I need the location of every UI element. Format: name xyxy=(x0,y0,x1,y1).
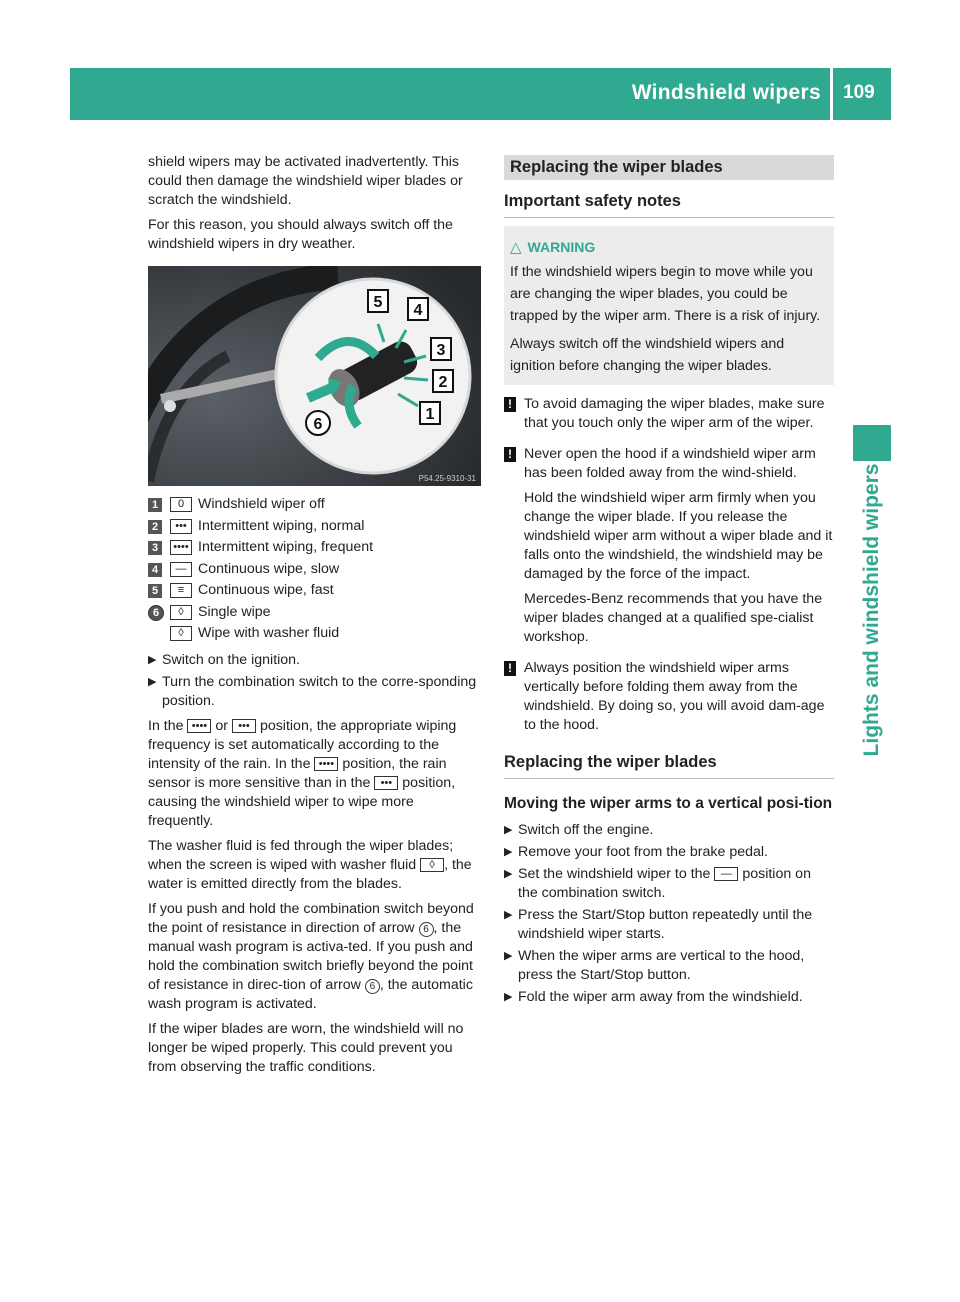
legend-row: 4 — Continuous wipe, slow xyxy=(148,559,481,581)
step-arrow-icon: ▶ xyxy=(504,950,513,962)
moving-heading: Moving the wiper arms to a vertical posi-tion xyxy=(504,795,833,812)
arrow-6-marker: 6 xyxy=(365,979,380,994)
paragraph-wash-program: If you push and hold the combination switch beyond the point of resistance in direction of arrow 6 , the manual wash program is activa-ted. If you push and hold the combination switch briefly beyond the point of resistance in direc-tion of arrow 6 , the automatic wash program is activated. xyxy=(148,900,474,1012)
intermittent-frequent-icon: •••• xyxy=(170,540,192,555)
step-item: ▶ Turn the combination switch to the corre-sponding position. xyxy=(148,673,477,709)
step-item: ▶ Fold the wiper arm away from the windshield. xyxy=(504,989,803,1005)
paragraph-washer: The washer fluid is fed through the wiper blades; when the screen is wiped with washer fluid ◊ , the water is emitted directly from the blades. xyxy=(148,837,472,892)
notice-icon: ! xyxy=(504,397,516,412)
intermittent-frequent-icon: •••• xyxy=(314,757,338,771)
safety-notes-heading: Important safety notes xyxy=(504,192,834,218)
step-arrow-icon: ▶ xyxy=(504,868,513,880)
legend-row: ◊ Wipe with washer fluid xyxy=(148,623,481,645)
header-divider xyxy=(830,68,833,120)
legend-row: 2 ••• Intermittent wiping, normal xyxy=(148,516,481,538)
page-title: Windshield wipers xyxy=(631,81,821,104)
callout-5: 5 xyxy=(373,294,383,311)
intermittent-normal-icon: ••• xyxy=(232,719,256,733)
continuous-fast-icon: ≡ xyxy=(170,583,192,598)
step-list xyxy=(148,651,481,711)
washer-fluid-icon: ◊ xyxy=(170,626,192,641)
page-number: 109 xyxy=(843,82,875,103)
callout-6: 6 xyxy=(313,416,323,433)
step-item: ▶ Set the windshield wiper to the — position on the combination switch. xyxy=(504,866,811,901)
replacing-heading: Replacing the wiper blades xyxy=(504,753,834,779)
step-item: ▶ Switch off the engine. xyxy=(504,822,654,838)
combination-switch-illustration xyxy=(148,266,481,486)
washer-fluid-icon: ◊ xyxy=(420,858,444,872)
notice-icon: ! xyxy=(504,661,516,676)
step-arrow-icon: ▶ xyxy=(504,991,513,1003)
callout-1: 1 xyxy=(425,406,435,423)
step-item: ▶ Switch on the ignition. xyxy=(148,651,301,668)
warning-text: Always switch off the windshield wipers and ignition before changing the wiper blades. xyxy=(510,336,785,374)
step-arrow-icon: ▶ xyxy=(504,846,513,858)
chapter-tab xyxy=(853,425,891,461)
continuous-slow-icon: — xyxy=(170,562,192,577)
step-list xyxy=(504,821,834,1007)
continuous-slow-icon: — xyxy=(714,867,738,881)
legend-row: 1 0 Windshield wiper off xyxy=(148,494,481,516)
callout-2: 2 xyxy=(438,374,448,391)
step-item: ▶ Press the Start/Stop button repeatedly until the windshield wiper starts. xyxy=(504,907,813,942)
single-wipe-icon: ◊ xyxy=(170,605,192,620)
wiper-off-icon: 0 xyxy=(170,497,192,512)
legend-list xyxy=(148,494,481,645)
step-arrow-icon: ▶ xyxy=(504,824,513,836)
step-item: ▶ When the wiper arms are vertical to the hood, press the Start/Stop button. xyxy=(504,948,805,983)
warning-triangle-icon: △ xyxy=(510,239,522,256)
paragraph-worn-blades: If the wiper blades are worn, the windshield will no longer be wiped properly. This could prevent you from observing the traffic conditions. xyxy=(148,1020,464,1075)
section-heading: Replacing the wiper blades xyxy=(504,155,834,180)
header-bar xyxy=(70,68,891,120)
warning-title: △ WARNING xyxy=(510,236,828,259)
paragraph-intermittent: In the •••• or ••• position, the appropriate wiping frequency is set automatically according to the intensity of the rain. In the •••• position, the rain sensor is more sensitive than in the ••• position, causing the windshield wiper to wipe more frequently. xyxy=(148,717,457,829)
callout-4: 4 xyxy=(413,302,423,319)
note: ! Never open the hood if a windshield wiper arm has been folded away from the wind-shield. Hold the windshield wiper arm firmly when you change the wiper blade. If you release the windshield wiper arm without a wiper blade and it falls onto the windshield, the windshield may be damaged by the force of the impact. Mercedes-Benz recommends that you have the wiper blades changed at a qualified spe-cialist workshop. xyxy=(504,445,834,653)
wiper-switch-photo xyxy=(148,266,481,486)
warning-box xyxy=(504,226,834,385)
left-column xyxy=(148,153,481,1083)
step-arrow-icon: ▶ xyxy=(148,653,157,666)
step-arrow-icon: ▶ xyxy=(504,909,513,921)
intermittent-normal-icon: ••• xyxy=(374,776,398,790)
legend-row: 5 ≡ Continuous wipe, fast xyxy=(148,580,481,602)
legend-row: 3 •••• Intermittent wiping, frequent xyxy=(148,537,481,559)
legend-row: 6 ◊ Single wipe xyxy=(148,602,481,624)
note: ! To avoid damaging the wiper blades, make sure that you touch only the wiper arm of the wiper. xyxy=(504,395,834,439)
chapter-label: Lights and windshield wipers xyxy=(860,463,883,757)
step-arrow-icon: ▶ xyxy=(148,675,157,688)
right-column xyxy=(504,155,834,1010)
callout-3: 3 xyxy=(436,342,446,359)
intermittent-normal-icon: ••• xyxy=(170,519,192,534)
paragraph-intro: shield wipers may be activated inadvertently. This could then damage the windshield wiper blades or scratch the windshield. xyxy=(148,154,463,208)
note: ! Always position the windshield wiper arms vertically before folding them away from the windshield. By doing so, you will avoid dam-age to the hood. xyxy=(504,659,834,741)
paragraph-dry-weather: For this reason, you should always switch off the windshield wipers in dry weather. xyxy=(148,217,453,252)
warning-text: If the windshield wipers begin to move while you are changing the wiper blades, you could be trapped by the wiper arm. There is a risk of injury. xyxy=(510,264,821,324)
intermittent-frequent-icon: •••• xyxy=(187,719,211,733)
image-code: P54.25-9310-31 xyxy=(418,474,476,483)
notice-icon: ! xyxy=(504,447,516,462)
step-item: ▶ Remove your foot from the brake pedal. xyxy=(504,844,768,860)
arrow-6-marker: 6 xyxy=(419,922,434,937)
